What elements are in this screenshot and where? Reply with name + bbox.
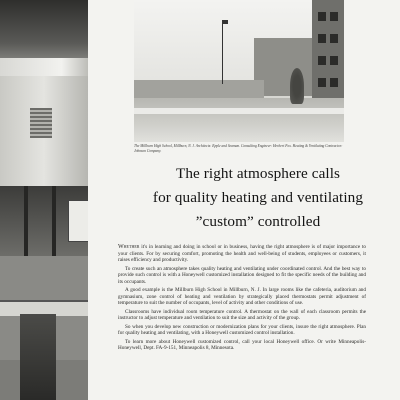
classroom-photo [0, 0, 88, 400]
photo-window-mullion [24, 186, 28, 256]
photo-tower-window [318, 56, 326, 65]
photo-caption: The Millburn High School, Millburn, N. J. Architects: Epple and Seaman. Consulting Engineer: Herbert Fox. Heating & Ventilating Contractor: Johnson Company. [134, 144, 343, 153]
photo-lawn [134, 98, 344, 142]
photo-tree [290, 68, 304, 104]
photo-tower-window [330, 56, 338, 65]
photo-tower [312, 0, 344, 110]
photo-tower-window [330, 34, 338, 43]
photo-chair [20, 314, 56, 400]
body-paragraph: To create such an atmosphere takes quality heating and ventilating under coordinated control. And the best way to provide such control is with a Honeywell customized installation designed to fit the specific needs of the building and its occupants. [118, 265, 366, 285]
body-paragraph: A good example is the Millburn High School in Millburn, N. J. In large rooms like the cafeteria, auditorium and gymnasium, zone control of heating and ventilation by strategically placed thermostats permit adjustment of temperature to suit the number of occupants, level of activity and other conditions of use. [118, 287, 366, 306]
photo-tower-window [318, 12, 326, 21]
photo-low-building [134, 80, 264, 98]
photo-tower-window [330, 12, 338, 21]
photo-flagpole [222, 20, 223, 84]
headline-line-1: The right atmosphere calls [175, 165, 341, 182]
body-paragraph-text: it's in learning and doing in school or in business, having the right atmosphere is of major importance to your clients. For by securing comfort, promoting the health and well-being of students, employees or customers, it raises efficiency and productivity. [118, 244, 366, 263]
headline-line-3: ”custom” controlled [195, 213, 321, 230]
body-paragraph: So when you develop new construction or modernization plans for your clients, insure the right atmosphere. Plan for quality heating and ventilating, with a Honeywell customized control installation. [118, 323, 366, 336]
photo-window-mullion [52, 186, 56, 256]
photo-walkway [134, 108, 344, 114]
school-building-photo [134, 0, 344, 142]
photo-bulletin-board [68, 200, 88, 242]
photo-tower-window [318, 34, 326, 43]
photo-ceiling-light [0, 58, 88, 76]
photo-tower-window [318, 78, 326, 87]
lead-word: Whether [118, 244, 140, 250]
body-paragraph: Classrooms have individual room temperature control. A thermostat on the wall of each classroom permits the instructor to adjust temperature and ventilation to suit the size and activity of the group. [118, 308, 366, 321]
body-paragraph [118, 244, 366, 264]
article-body [118, 244, 366, 354]
headline-line-2: for quality heating and ventilating [152, 189, 364, 206]
photo-vent-grille [30, 108, 52, 138]
photo-tower-window [330, 78, 338, 87]
body-paragraph: To learn more about Honeywell customized control, call your local Honeywell office. Or write Minneapolis-Honeywell, Dept. FA-9-151, Minneapolis 8, Minnesota. [118, 338, 366, 351]
photo-flag [223, 20, 228, 24]
